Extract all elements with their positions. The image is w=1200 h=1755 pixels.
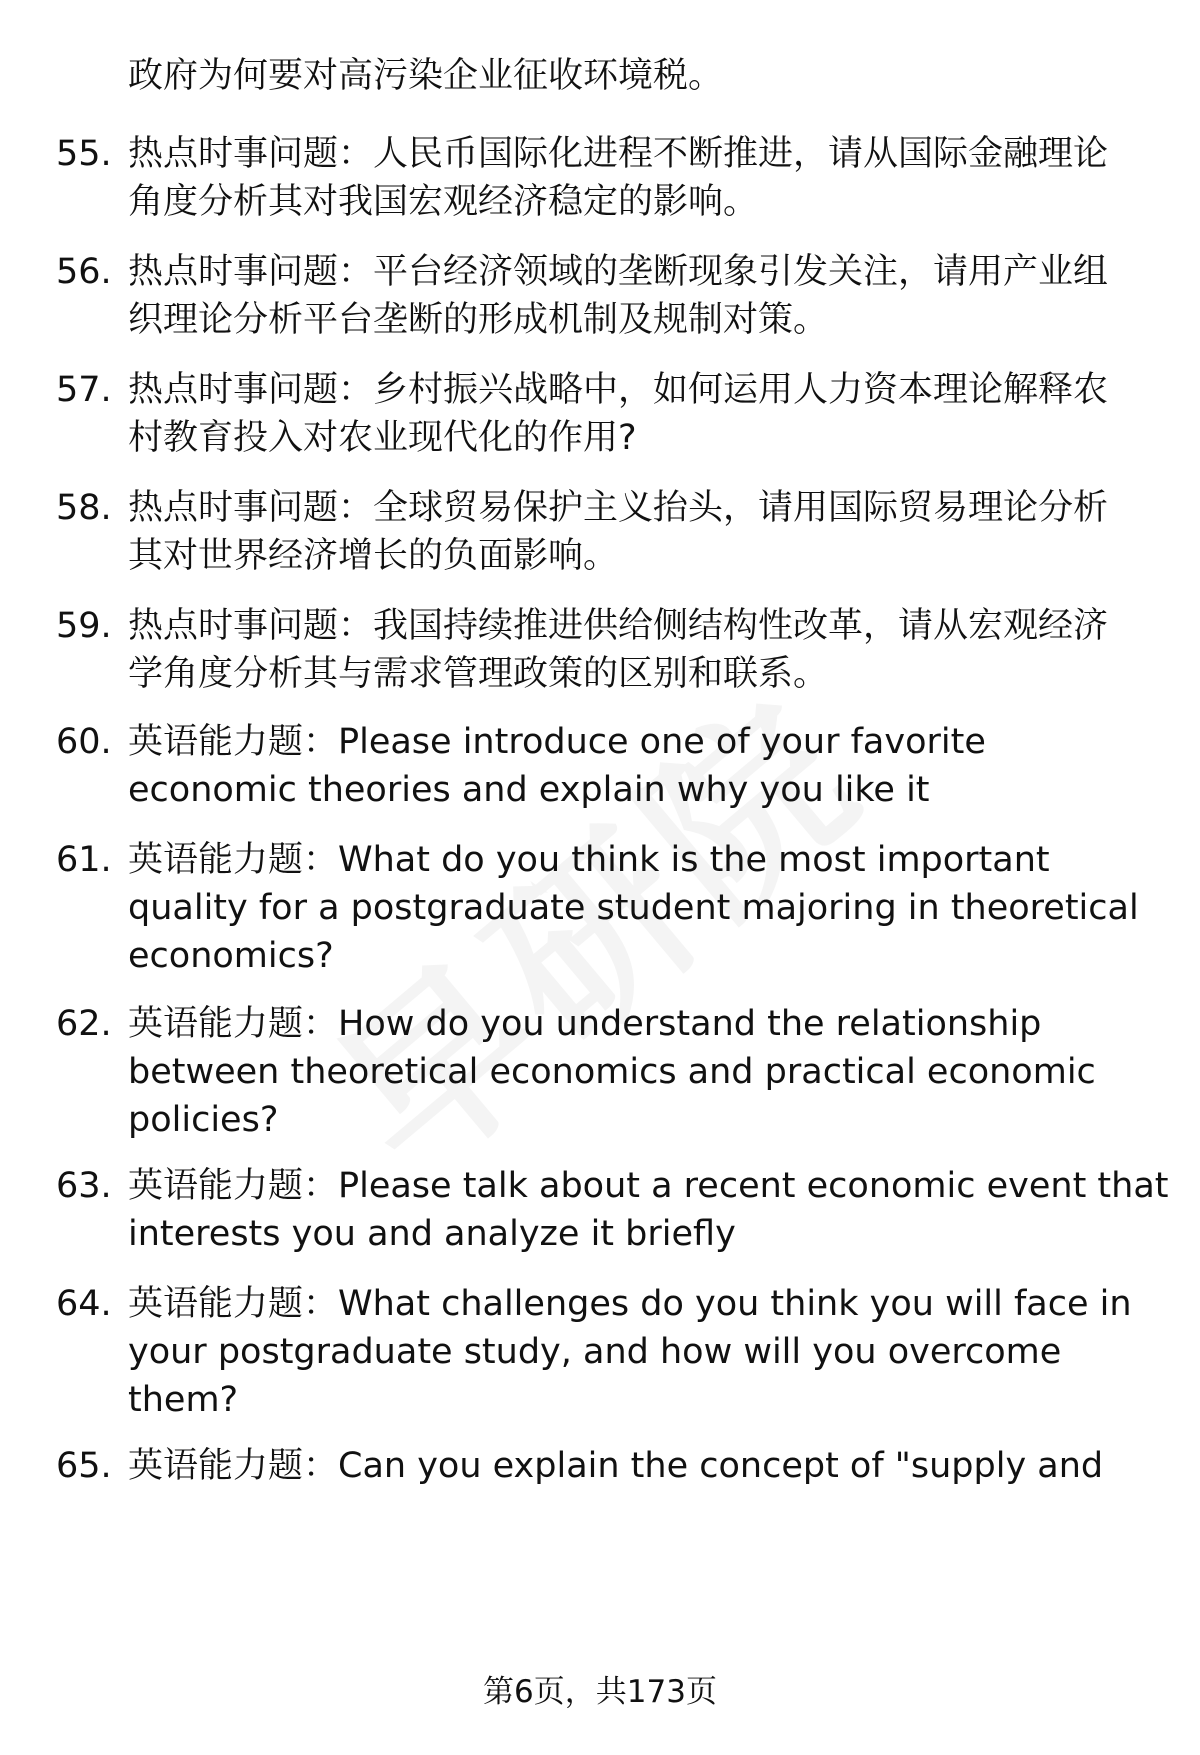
question-number: 55. xyxy=(56,134,112,174)
question-text xyxy=(128,484,1158,580)
page-footer: 第6页，共173页 xyxy=(483,1674,717,1710)
question-text xyxy=(128,718,1158,814)
question-text-line: interests you and analyze it briefly xyxy=(128,1214,736,1254)
question-text-line: 英语能力题：Can you explain the concept of "supply and xyxy=(128,1446,1104,1486)
question-number: 63. xyxy=(56,1166,112,1206)
question-text xyxy=(128,1000,1158,1144)
question-text-line: 英语能力题：What do you think is the most important xyxy=(128,840,1050,880)
question-number: 64. xyxy=(56,1284,112,1324)
question-number: 57. xyxy=(56,370,112,410)
question-text xyxy=(128,1442,1158,1490)
question-number: 59. xyxy=(56,606,112,646)
question-text-line: them? xyxy=(128,1380,239,1420)
question-number: 58. xyxy=(56,488,112,528)
question-text xyxy=(128,1280,1158,1424)
question-number: 61. xyxy=(56,840,112,880)
question-text-line: 热点时事问题：全球贸易保护主义抬头，请用国际贸易理论分析 xyxy=(128,488,1109,528)
question-number: 62. xyxy=(56,1004,112,1044)
question-text-line: 英语能力题：How do you understand the relationship xyxy=(128,1004,1042,1044)
question-text-line: 学角度分析其与需求管理政策的区别和联系。 xyxy=(128,654,829,694)
question-text xyxy=(128,1162,1169,1258)
question-text xyxy=(128,836,1158,980)
question-text-line: 村教育投入对农业现代化的作用? xyxy=(128,418,637,458)
question-text-line: quality for a postgraduate student majoring in theoretical xyxy=(128,888,1139,928)
question-text-line: 英语能力题：Please talk about a recent economic event that xyxy=(128,1166,1169,1206)
question-text xyxy=(128,52,1158,100)
question-text-line: 角度分析其对我国宏观经济稳定的影响。 xyxy=(128,182,759,222)
question-text-line: 英语能力题：What challenges do you think you will face in xyxy=(128,1284,1132,1324)
question-text-line: between theoretical economics and practical economic xyxy=(128,1052,1096,1092)
question-text-line: 热点时事问题：乡村振兴战略中，如何运用人力资本理论解释农 xyxy=(128,370,1109,410)
question-text-line: 织理论分析平台垄断的形成机制及规制对策。 xyxy=(128,300,829,340)
question-number: 60. xyxy=(56,722,112,762)
question-text-line: 英语能力题：Please introduce one of your favorite xyxy=(128,722,986,762)
question-text-line: economic theories and explain why you like it xyxy=(128,770,930,810)
question-number: 65. xyxy=(56,1446,112,1486)
question-text xyxy=(128,366,1158,462)
question-text-line: 其对世界经济增长的负面影响。 xyxy=(128,536,619,576)
question-text-line: policies? xyxy=(128,1100,279,1140)
question-text-line: 热点时事问题：我国持续推进供给侧结构性改革，请从宏观经济 xyxy=(128,606,1109,646)
question-text-line: 热点时事问题：平台经济领域的垄断现象引发关注，请用产业组 xyxy=(128,252,1109,292)
question-text xyxy=(128,602,1158,698)
question-text xyxy=(128,248,1158,344)
question-text-line: your postgraduate study, and how will you overcome xyxy=(128,1332,1062,1372)
question-number: 56. xyxy=(56,252,112,292)
question-text-line: 政府为何要对高污染企业征收环境税。 xyxy=(128,56,724,96)
question-text-line: economics? xyxy=(128,936,334,976)
question-text xyxy=(128,130,1158,226)
question-text-line: 热点时事问题：人民币国际化进程不断推进，请从国际金融理论 xyxy=(128,134,1109,174)
